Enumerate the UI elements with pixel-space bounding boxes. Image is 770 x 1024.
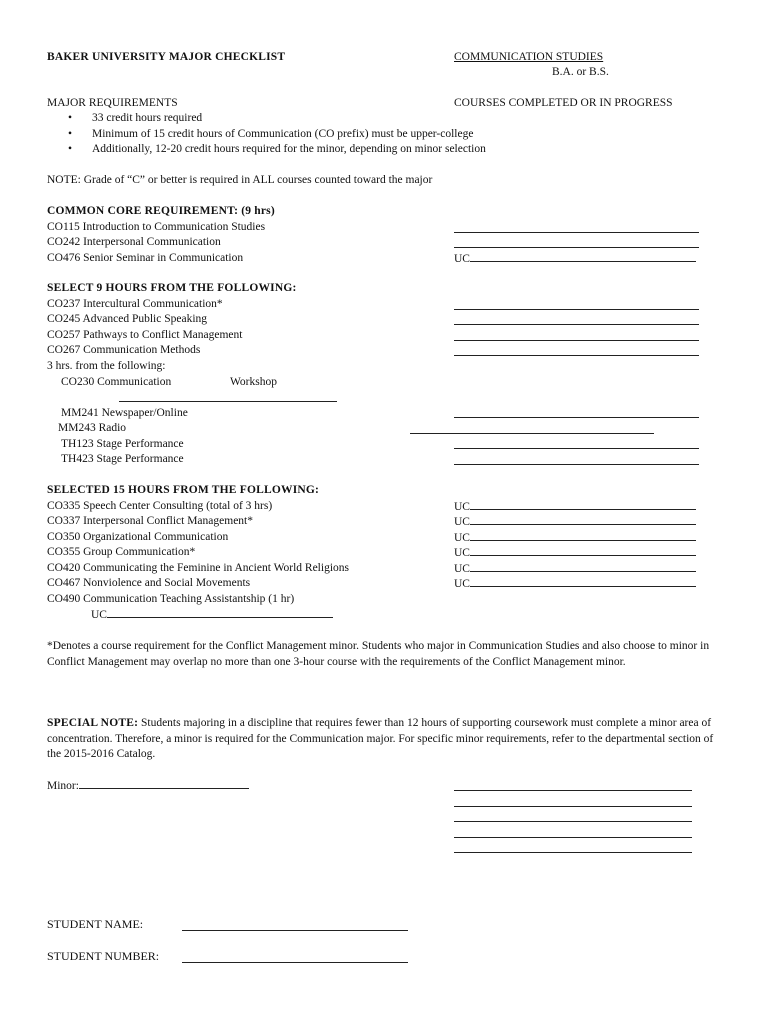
uc-completion-field[interactable]: [91, 607, 333, 622]
course-item: CO257 Pathways to Conflict Management: [47, 329, 243, 341]
uc-completion-field[interactable]: [454, 530, 696, 545]
uc-completion-field[interactable]: [454, 499, 696, 514]
course-item: TH423 Stage Performance: [61, 453, 184, 465]
requirement-item: Additionally, 12-20 credit hours required for the minor, depending on minor selection: [92, 143, 486, 155]
course-item: CO350 Organizational Communication: [47, 531, 229, 543]
minor-course-field[interactable]: [454, 821, 692, 822]
three-hours-label: 3 hrs. from the following:: [47, 360, 166, 372]
core-heading: COMMON CORE REQUIREMENT: (9 hrs): [47, 205, 275, 217]
course-item: CO467 Nonviolence and Social Movements: [47, 577, 251, 589]
course-item: CO237 Intercultural Communication*: [47, 298, 223, 310]
student-number-label: STUDENT NUMBER:: [47, 949, 160, 963]
grade-note: NOTE: Grade of “C” or better is required in ALL courses counted toward the major: [47, 174, 433, 186]
bullet-icon: •: [68, 128, 73, 140]
course-item: CO335 Speech Center Consulting (total of 3 hrs): [47, 500, 273, 512]
special-note-text: Students majoring in a discipline that requires fewer than 12 hours of supporting coursework must complete a minor area of concentration. Therefore, a minor is required for the Communication major. For specific minor requirements, refer to the departmental section of the 2015-2016 Catalog.: [47, 717, 714, 760]
requirement-item: Minimum of 15 credit hours of Communication (CO prefix) must be upper-college: [92, 128, 474, 140]
uc-prefix: UC: [454, 563, 470, 575]
uc-prefix: UC: [454, 501, 470, 513]
uc-completion-field[interactable]: [454, 251, 696, 266]
minor-label: Minor:: [47, 780, 79, 792]
completion-field[interactable]: [454, 232, 699, 233]
student-number-field[interactable]: [182, 962, 408, 963]
uc-completion-field[interactable]: [454, 545, 696, 560]
minor-course-field[interactable]: [454, 790, 692, 791]
degree-label: B.A. or B.S.: [552, 66, 609, 78]
completion-field[interactable]: [454, 464, 699, 465]
bullet-icon: •: [68, 143, 73, 155]
uc-prefix: UC: [454, 547, 470, 559]
course-item: CO355 Group Communication*: [47, 546, 196, 558]
course-item: CO476 Senior Seminar in Communication: [47, 252, 244, 264]
uc-completion-field[interactable]: [454, 576, 696, 591]
select15-heading: SELECTED 15 HOURS FROM THE FOLLOWING:: [47, 484, 320, 496]
courses-completed-heading: COURSES COMPLETED OR IN PROGRESS: [454, 97, 673, 109]
course-item: CO115 Introduction to Communication Studies: [47, 221, 266, 233]
completion-field[interactable]: [454, 324, 699, 325]
minor-course-field[interactable]: [454, 806, 692, 807]
workshop-field[interactable]: [119, 401, 337, 402]
course-item: CO230 Communication: [61, 376, 172, 388]
completion-field[interactable]: [410, 433, 654, 434]
minor-course-field[interactable]: [454, 837, 692, 838]
completion-field[interactable]: [454, 417, 699, 418]
completion-field[interactable]: [454, 247, 699, 248]
footnote: *Denotes a course requirement for the Conflict Management minor. Students who major in Communication Studies and also choose to minor in Conflict Management may overlap no more than one 3-hour course with the requirements of the Conflict Management minor.: [47, 640, 710, 668]
student-name-label: STUDENT NAME:: [47, 917, 144, 931]
uc-completion-field[interactable]: [454, 514, 696, 529]
workshop-label: Workshop: [230, 376, 277, 388]
requirement-item: 33 credit hours required: [92, 112, 203, 124]
program-title: COMMUNICATION STUDIES: [454, 51, 604, 63]
course-item: CO337 Interpersonal Conflict Management*: [47, 515, 253, 527]
completion-field[interactable]: [454, 355, 699, 356]
completion-field[interactable]: [454, 448, 699, 449]
uc-prefix: UC: [91, 609, 107, 621]
special-note-label: SPECIAL NOTE:: [47, 717, 139, 729]
minor-course-field[interactable]: [454, 852, 692, 853]
special-note: [47, 716, 717, 763]
minor-field[interactable]: [47, 778, 249, 793]
select9-heading: SELECT 9 HOURS FROM THE FOLLOWING:: [47, 282, 297, 294]
uc-prefix: UC: [454, 253, 470, 265]
document-title: BAKER UNIVERSITY MAJOR CHECKLIST: [47, 51, 286, 63]
course-item: CO267 Communication Methods: [47, 344, 201, 356]
uc-completion-field[interactable]: [454, 561, 696, 576]
bullet-icon: •: [68, 112, 73, 124]
course-item: MM243 Radio: [58, 422, 127, 434]
course-item: CO245 Advanced Public Speaking: [47, 313, 208, 325]
major-requirements-heading: MAJOR REQUIREMENTS: [47, 97, 178, 109]
course-item: CO420 Communicating the Feminine in Ancient World Religions: [47, 562, 349, 574]
uc-prefix: UC: [454, 532, 470, 544]
student-name-field[interactable]: [182, 930, 408, 931]
completion-field[interactable]: [454, 340, 699, 341]
course-item: TH123 Stage Performance: [61, 438, 184, 450]
uc-prefix: UC: [454, 516, 470, 528]
course-item: CO242 Interpersonal Communication: [47, 236, 221, 248]
uc-prefix: UC: [454, 578, 470, 590]
completion-field[interactable]: [454, 309, 699, 310]
course-item: CO490 Communication Teaching Assistantship (1 hr): [47, 593, 295, 605]
course-item: MM241 Newspaper/Online: [61, 407, 188, 419]
